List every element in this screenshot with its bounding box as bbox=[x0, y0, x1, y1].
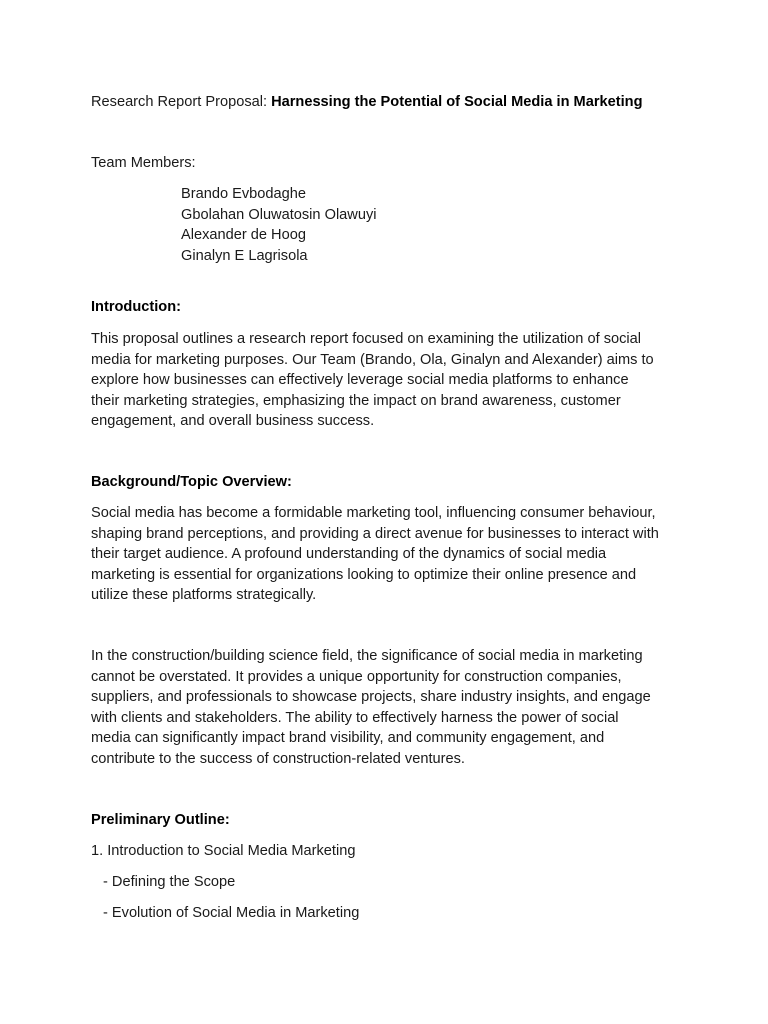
team-members-label: Team Members: bbox=[91, 155, 196, 171]
background-heading: Background/Topic Overview: bbox=[91, 474, 292, 490]
text-line: media can significantly impact brand visibility, and community engagement, and bbox=[91, 730, 605, 747]
outline-subitem: - Evolution of Social Media in Marketing bbox=[103, 905, 360, 921]
team-member: Alexander de Hoog bbox=[181, 227, 306, 244]
text-line: shaping brand perceptions, and providing a direct avenue for businesses to interact with bbox=[91, 525, 659, 542]
text-line: This proposal outlines a research report focused on examining the utilization of social bbox=[91, 331, 642, 347]
background-paragraph-2 bbox=[91, 646, 691, 770]
outline-subitem: - Defining the Scope bbox=[103, 874, 236, 890]
text-line: suppliers, and professionals to showcase projects, share industry insights, and engage bbox=[91, 689, 651, 706]
text-line: utilize these platforms strategically. bbox=[91, 587, 317, 604]
text-line: In the construction/building science field, the significance of social media in marketing bbox=[91, 648, 643, 664]
outline-item: 1. Introduction to Social Media Marketing bbox=[91, 843, 356, 859]
text-line: with clients and stakeholders. The ability to effectively harness the power of social bbox=[91, 709, 619, 726]
team-member: Brando Evbodaghe bbox=[181, 186, 306, 202]
text-line: cannot be overstated. It provides a unique opportunity for construction companies, bbox=[91, 668, 622, 685]
introduction-heading: Introduction: bbox=[91, 299, 181, 315]
page-title bbox=[91, 92, 691, 113]
text-line: their target audience. A profound understanding of the dynamics of social media bbox=[91, 546, 607, 563]
text-line: marketing is essential for organizations looking to optimize their online presence and bbox=[91, 566, 637, 583]
team-members-list bbox=[181, 184, 581, 266]
text-line: their marketing strategies, emphasizing the impact on brand awareness, customer bbox=[91, 392, 621, 409]
team-member: Ginalyn E Lagrisola bbox=[181, 247, 308, 264]
text-line: Social media has become a formidable marketing tool, influencing consumer behaviour, bbox=[91, 505, 656, 521]
text-line: engagement, and overall business success. bbox=[91, 413, 375, 430]
text-line: explore how businesses can effectively leverage social media platforms to enhance bbox=[91, 372, 629, 389]
introduction-paragraph bbox=[91, 329, 691, 432]
text-line: media for marketing purposes. Our Team (Brando, Ola, Ginalyn and Alexander) aims to bbox=[91, 351, 654, 368]
team-member: Gbolahan Oluwatosin Olawuyi bbox=[181, 206, 377, 223]
background-paragraph-1 bbox=[91, 503, 691, 606]
title-prefix: Research Report Proposal: bbox=[91, 94, 272, 110]
text-line: contribute to the success of construction-related ventures. bbox=[91, 750, 465, 767]
outline-heading: Preliminary Outline: bbox=[91, 812, 230, 828]
title-bold: Harnessing the Potential of Social Media in Marketing bbox=[271, 94, 643, 110]
